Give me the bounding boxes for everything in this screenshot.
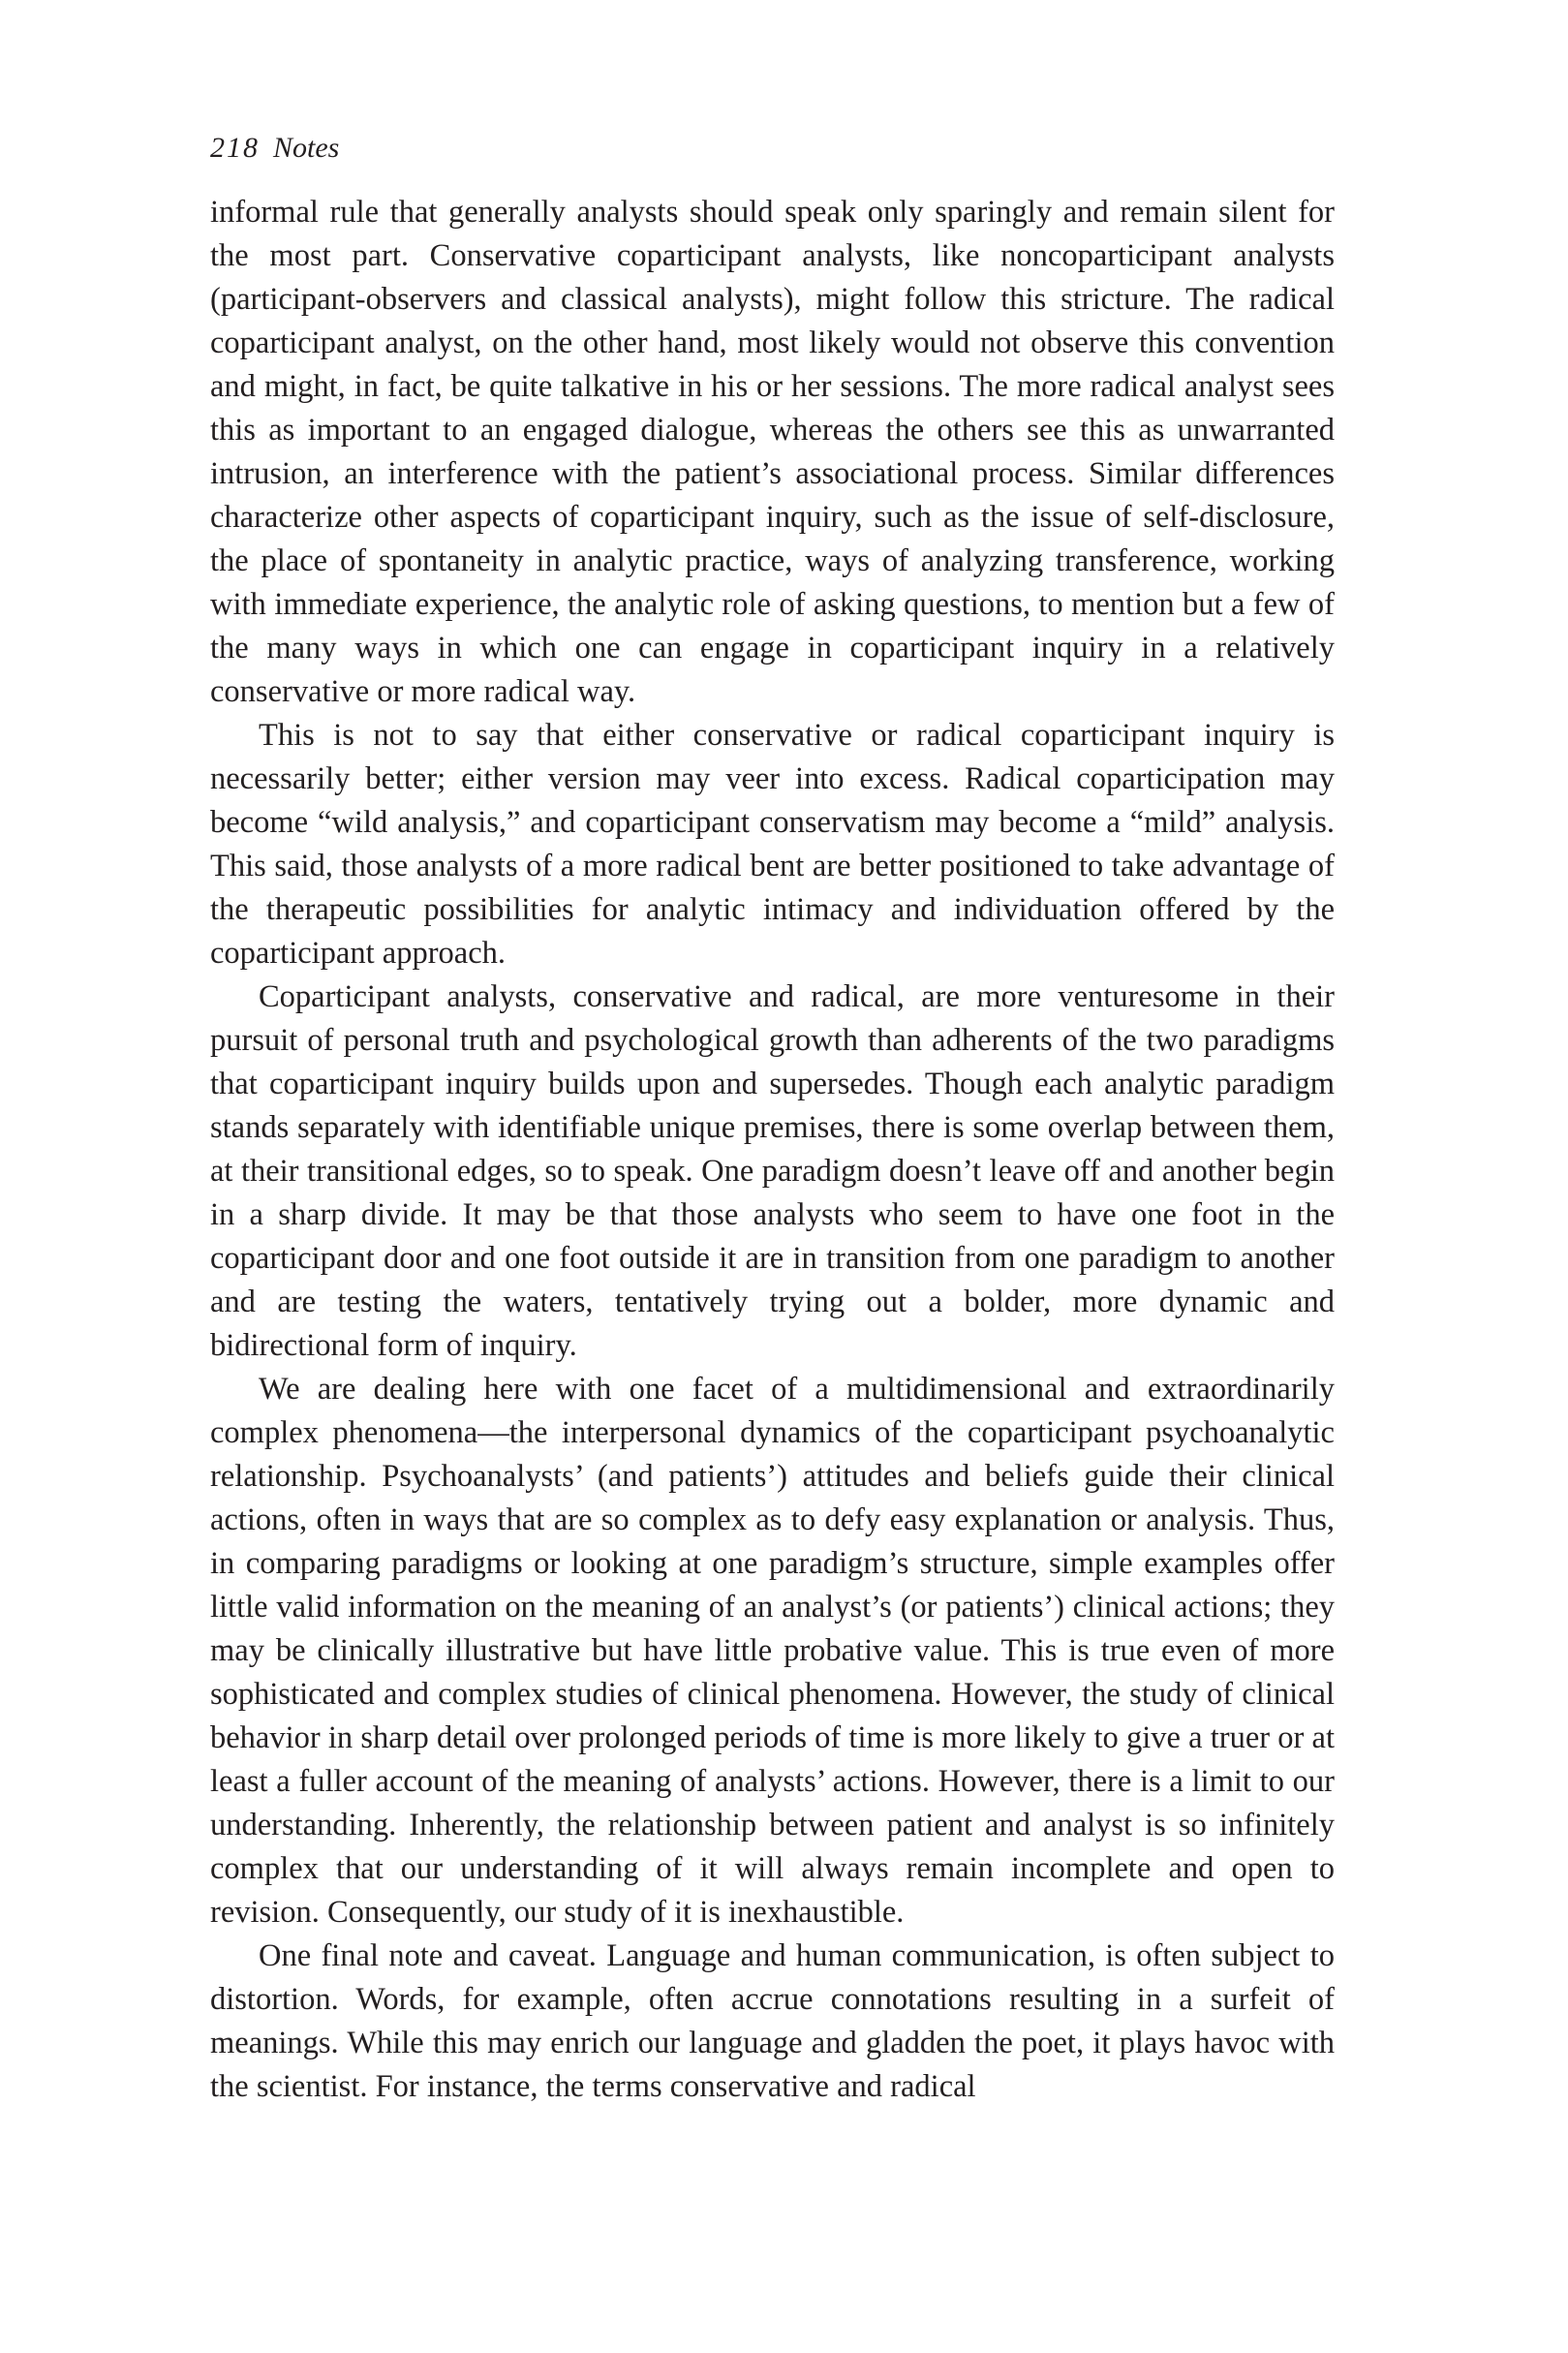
section-title: Notes [273,132,340,164]
paragraph-3: Coparticipant analysts, conservative and radical, are more venturesome in their pursuit of personal truth and psychological growth than adherents of the two paradigms that coparticipant inquiry builds upon and supersedes. Though each analytic paradigm stands separately with identifiable unique premises, there is some overlap between them, at their transitional edges, so to speak. One paradigm doesn’t leave off and another begin in a sharp divide. It may be that those analysts who seem to have one foot in the coparticipant door and one foot outside it are in transition from one paradigm to another and are testing the waters, tentatively trying out a bolder, more dynamic and bidirectional form of inquiry. [210,979,1335,1363]
paragraph-2: This is not to say that either conservative or radical coparticipant inquiry is necessarily better; either version may veer into excess. Radical coparticipation may become “wild analysis,” and coparticipant conservatism may become a “mild” analysis. This said, those analysts of a more radical bent are better positioned to take advantage of the therapeutic possibilities for analytic intimacy and individuation offered by the coparticipant approach. [210,718,1335,971]
body-text [210,191,1335,2109]
paragraph-1: informal rule that generally analysts should speak only sparingly and remain silent for the most part. Conservative coparticipant analysts, like noncoparticipant analysts (participant-observers and classical analysts), might follow this stricture. The radical coparticipant analyst, on the other hand, most likely would not observe this convention and might, in fact, be quite talkative in his or her sessions. The more radical analyst sees this as important to an engaged dialogue, whereas the others see this as unwarranted intrusion, an interference with the patient’s associational process. Similar differences characterize other aspects of coparticipant inquiry, such as the issue of self-disclosure, the place of spontaneity in analytic practice, ways of analyzing transference, working with immediate experience, the analytic role of asking questions, to mention but a few of the many ways in which one can engage in coparticipant inquiry in a relatively conservative or more radical way. [210,195,1335,709]
paragraph-4: We are dealing here with one facet of a multidimensional and extraordinarily complex phenomena—the interpersonal dynamics of the coparticipant psychoanalytic relationship. Psychoanalysts’ (and patients’) attitudes and beliefs guide their clinical actions, often in ways that are so complex as to defy easy explanation or analysis. Thus, in comparing paradigms or looking at one paradigm’s structure, simple examples offer little valid information on the meaning of an analyst’s (or patients’) clinical actions; they may be clinically illustrative but have little probative value. This is true even of more sophisticated and complex studies of clinical phenomena. However, the study of clinical behavior in sharp detail over prolonged periods of time is more likely to give a truer or at least a fuller account of the meaning of analysts’ actions. However, there is a limit to our understanding. Inherently, the relationship between patient and analyst is so infinitely complex that our understanding of it will always remain incomplete and open to revision. Consequently, our study of it is inexhaustible. [210,1372,1335,1930]
page-number: 218 [210,132,260,164]
running-head [210,129,339,168]
paragraph-5: One final note and caveat. Language and human communication, is often subject to distortion. Words, for example, often accrue connotations resulting in a surfeit of meanings. While this may enrich our language and gladden the poet, it plays havoc with the scientist. For instance, the terms conservative and radical [210,1938,1335,2104]
